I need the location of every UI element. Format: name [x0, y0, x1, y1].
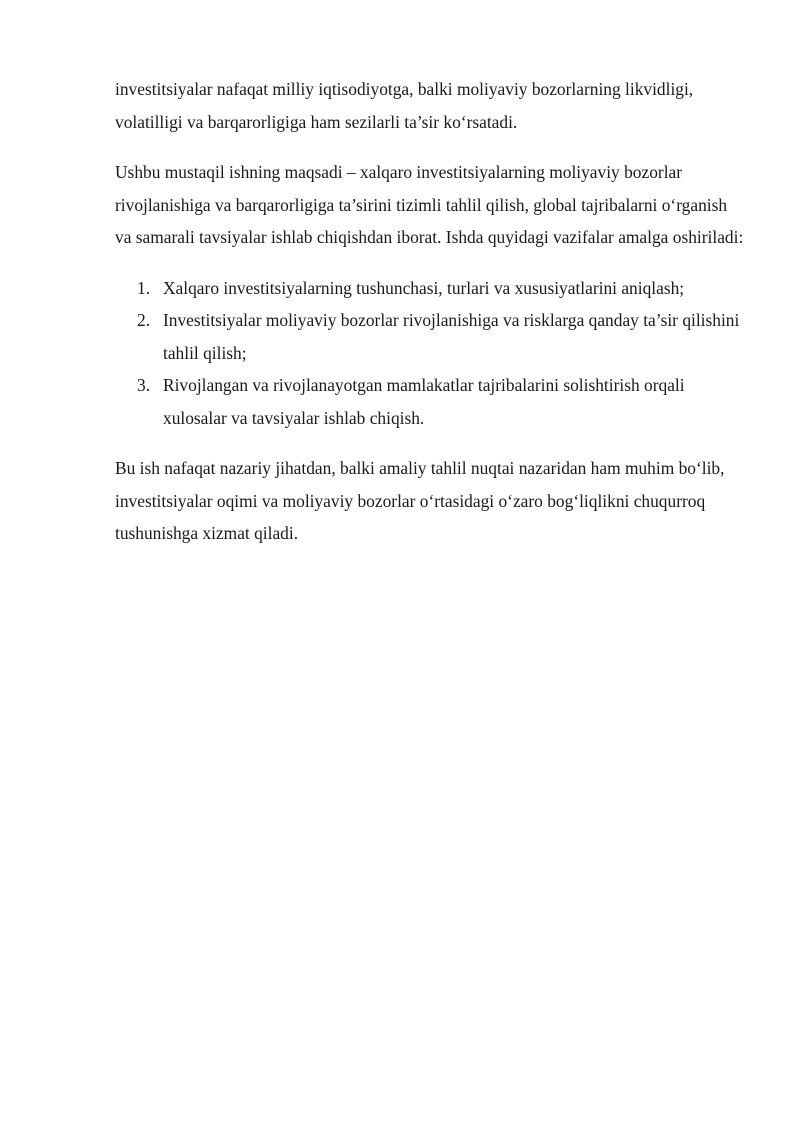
paragraph-intro: investitsiyalar nafaqat milliy iqtisodiyotga, balki moliyaviy bozorlarning likvidligi, volatilligi va barqarorligiga ham sezilarli ta’sir ko‘rsatadi.: [115, 79, 694, 132]
task-text: Rivojlangan va rivojlanayotgan mamlakatlar tajribalarini solishtirish orqali xulosalar va tavsiyalar ishlab chiqish.: [163, 375, 685, 428]
task-item: [115, 272, 745, 305]
paragraph-conclusion: Bu ish nafaqat nazariy jihatdan, balki amaliy tahlil nuqtai nazaridan ham muhim bo‘lib, investitsiyalar oqimi va moliyaviy bozorlar o‘rtasidagi o‘zaro bog‘liqlikni chuqurroq tushunishga xizmat qiladi.: [115, 458, 725, 543]
task-item: [115, 304, 745, 369]
task-text: Xalqaro investitsiyalarning tushunchasi, turlari va xususiyatlarini aniqlash;: [163, 277, 685, 298]
task-item: [115, 369, 745, 434]
document-body: [115, 73, 745, 568]
paragraph-goal: Ushbu mustaqil ishning maqsadi – xalqaro investitsiyalarning moliyaviy bozorlar rivojlanishiga va barqarorligiga ta’sirini tizimli tahlil qilish, global tajribalarni o‘rganish va samarali tavsiyalar ishlab chiqishdan iborat. Ishda quyidagi vazifalar amalga oshiriladi:: [115, 162, 744, 247]
task-number: 2.: [137, 310, 151, 330]
task-number: 1.: [137, 277, 151, 298]
task-number: 3.: [137, 375, 151, 395]
task-list: [115, 272, 745, 435]
task-text: Investitsiyalar moliyaviy bozorlar rivojlanishiga va risklarga qanday ta’sir qilishini tahlil qilish;: [163, 310, 740, 363]
